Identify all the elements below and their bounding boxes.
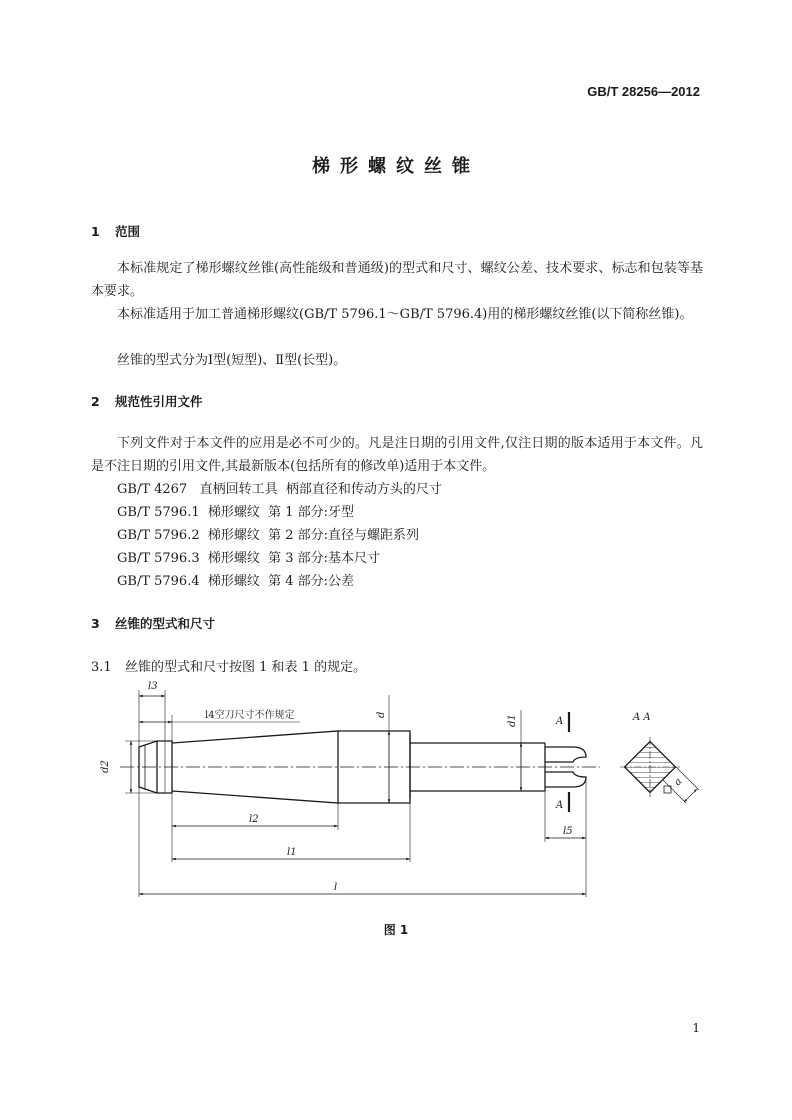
figure-caption: 图 1	[383, 923, 409, 937]
label-l1: l1	[287, 847, 297, 858]
clause-3-1	[91, 656, 366, 675]
section-3-heading	[91, 614, 215, 632]
paragraph: 丝锥的型式分为Ⅰ型(短型)、Ⅱ型(长型)。	[117, 353, 347, 368]
section-number: 3	[91, 616, 100, 631]
reference-item: GB/T 4267 直柄回转工具 柄部直径和传动方头的尺寸	[117, 482, 442, 497]
label-d2: d2	[100, 760, 111, 773]
label-d: d	[376, 711, 387, 718]
clause-number: 3.1	[91, 660, 112, 675]
section-number: 2	[91, 394, 100, 409]
clause-text: 丝锥的型式和尺寸按图 1 和表 1 的规定。	[125, 660, 367, 675]
section-2-heading	[91, 392, 203, 410]
section-number: 1	[91, 224, 100, 239]
section-mark-top: A	[556, 716, 564, 727]
reference-item: GB/T 5796.1 梯形螺纹 第 1 部分:牙型	[117, 505, 355, 520]
reference-item: GB/T 5796.4 梯形螺纹 第 4 部分:公差	[117, 574, 355, 589]
label-l: l	[334, 882, 338, 893]
tap-drawing	[0, 675, 792, 915]
label-a: a	[672, 776, 685, 789]
paragraph: 本标准适用于加工普通梯形螺纹(GB/T 5796.1～GB/T 5796.4)用的梯形螺纹丝锥(以下简称丝锥)。	[117, 307, 693, 322]
label-l3: l3	[148, 681, 158, 692]
page-number: 1	[692, 1021, 700, 1035]
document-title: 梯形螺纹丝锥	[312, 156, 480, 177]
section-mark-bottom: A	[556, 800, 564, 811]
reference-item: GB/T 5796.2 梯形螺纹 第 2 部分:直径与螺距系列	[117, 528, 420, 543]
section-title: 丝锥的型式和尺寸	[115, 616, 216, 631]
standard-number: GB/T 28256—2012	[587, 84, 700, 99]
section-title: 范围	[115, 224, 141, 239]
paragraph: 下列文件对于本文件的应用是必不可少的。凡是注日期的引用文件,仅注日期的版本适用于本文件。凡是不注日期的引用文件,其最新版本(包括所有的修改单)适用于本文件。	[91, 436, 703, 474]
section-title: A A	[633, 712, 651, 723]
label-l5: l5	[563, 826, 573, 837]
section-1-heading	[91, 222, 140, 240]
label-l2: l2	[249, 814, 259, 825]
label-l4-note: l4空刀尺寸不作规定	[205, 710, 295, 721]
label-d1: d1	[507, 714, 518, 727]
paragraph: 本标准规定了梯形螺纹丝锥(高性能级和普通级)的型式和尺寸、螺纹公差、技术要求、标志和包装等基本要求。	[91, 261, 703, 299]
section-title: 规范性引用文件	[115, 394, 203, 409]
reference-item: GB/T 5796.3 梯形螺纹 第 3 部分:基本尺寸	[117, 551, 381, 566]
